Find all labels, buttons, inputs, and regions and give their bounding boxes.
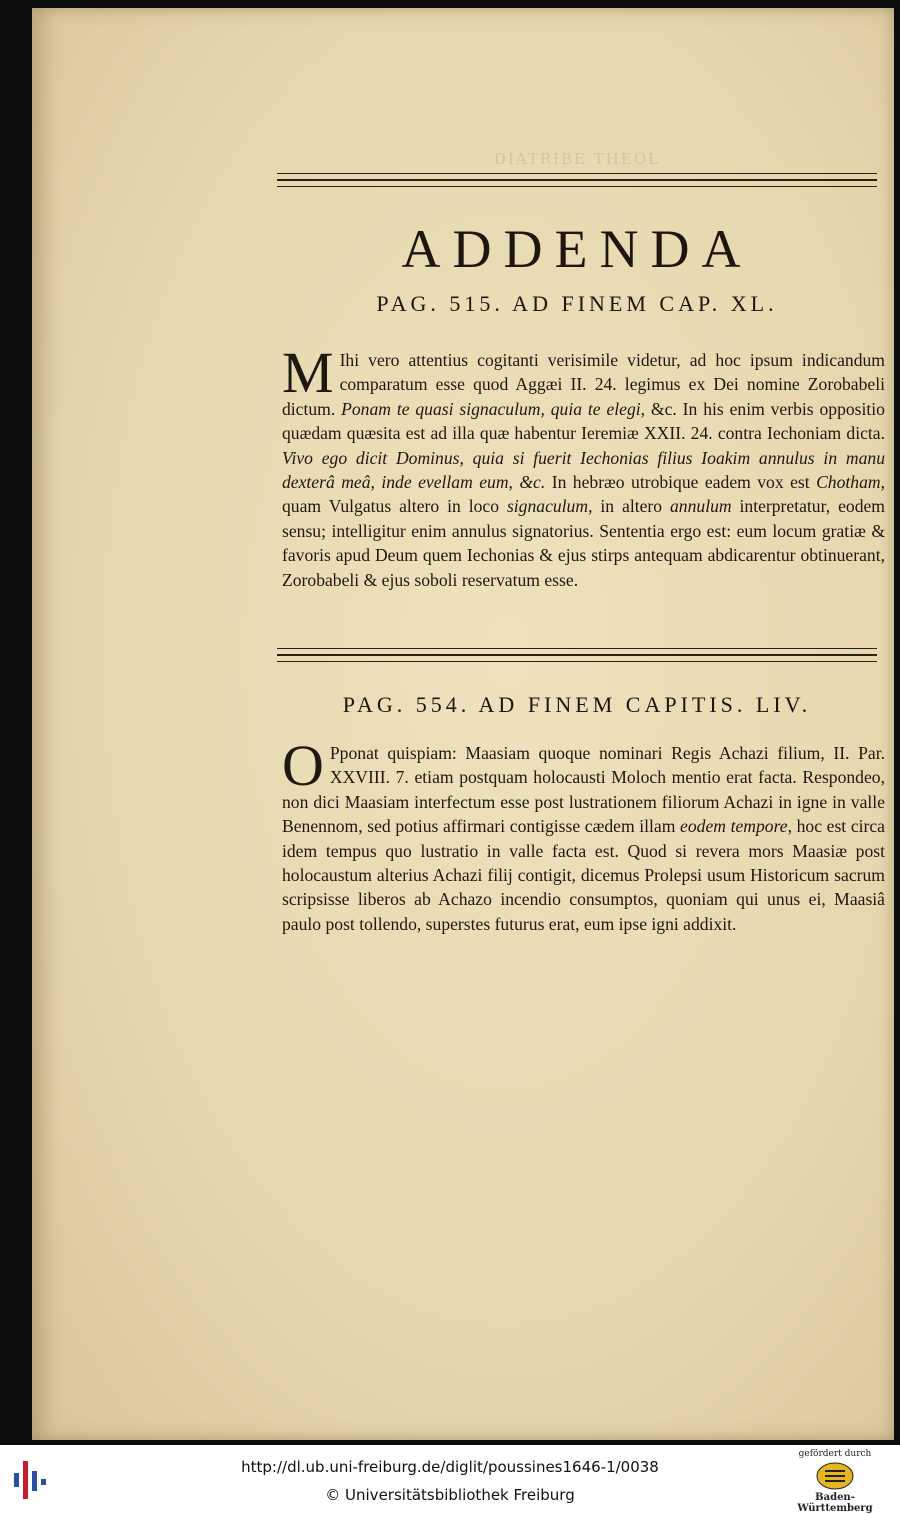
section2-run: , hoc est circa idem tempus quo lustratio in valle facta est. Quod si revera mors Maasiæ post holocaustum alterius Achazi filij contigit, dicemus Prolepsi usum Historicum sacrum scripsisse liberos ab Achazo incendio consumptos, quoniam qui unus ei, Maasiâ paulo post tollendo, superstes futurus erat, eum ipse igni addixit.	[282, 816, 885, 934]
section1-run: In hebræo utrobique eadem vox est	[545, 472, 817, 493]
copyright-notice: © Universitätsbibliothek Freiburg	[325, 1486, 575, 1504]
section1-run: Ihi vero attentius cogitanti verisimile videtur, ad hoc ipsum indicandum comparatum esse quod Aggæi II. 24. legimus ex Dei nomine Zorobabeli dictum.	[282, 350, 885, 419]
coat-of-arms-icon	[815, 1461, 855, 1491]
section1-heading: PAG. 515. AD FINEM CAP. XL.	[376, 291, 778, 316]
section2-paragraph	[282, 733, 885, 936]
sponsor-caption: gefördert durch	[798, 1449, 872, 1459]
section2-dropcap: O	[282, 733, 324, 798]
document-url[interactable]: http://dl.ub.uni-freiburg.de/diglit/poussines1646-1/0038	[241, 1458, 659, 1476]
page-title: ADDENDA	[401, 219, 753, 279]
sponsor-block	[780, 1449, 890, 1514]
top-rule	[277, 173, 877, 192]
section2-run: Pponat quispiam: Maasiam quoque nominari Regis Achazi filium, II. Par. XXVIII. 7. etiam postquam holocausti Moloch mentio erat facta. Respondeo, non dici Maasiam interfectum esse post lustrationem filiorum Achazi in igne in valle Benennom, sed potius affirmari contigisse cædem illam	[282, 743, 885, 837]
viewer-footer	[0, 1445, 900, 1514]
section1-run: , quam Vulgatus altero in loco	[282, 472, 885, 517]
bleed-through-text: DIATRIBE THEOL	[493, 150, 661, 168]
section2-run: eodem tempore	[680, 816, 788, 837]
middle-rule	[277, 648, 877, 667]
section1-run: Chotham	[816, 472, 881, 493]
section1-text	[282, 340, 885, 590]
section1-paragraph	[282, 340, 885, 592]
section1-run: , &c. In his enim verbis oppositio quædam quæsita est ad illa quæ habentur Ieremiæ XXII. 24. contra Iechoniam dicta.	[282, 398, 885, 444]
section1-run: , in altero	[588, 496, 670, 517]
section2-text	[282, 733, 885, 934]
section1-run: Vivo ego dicit Dominus, quia si fuerit Iechonias filius Ioakim annulus in manu dexterâ meâ, inde evellam eum, &c.	[282, 447, 885, 493]
section2-heading: PAG. 554. AD FINEM CAPITIS. LIV.	[342, 692, 812, 717]
book-page	[32, 8, 894, 1440]
section1-run: annulum	[670, 496, 732, 517]
section1-run: Ponam te quasi signaculum, quia te elegi	[341, 398, 641, 419]
sponsor-name: Baden-Württemberg	[797, 1492, 873, 1514]
section1-run: signaculum	[506, 496, 589, 517]
section1-dropcap: M	[282, 340, 334, 405]
section1-run: interpretatur, eodem sensu; intelligitur enim annulus signatorius. Sententia ergo est: eum locum gratiæ & favoris apud Deum quem Iechonias & ejus stirps antequam abdicarentur obtinuerant, Zorobabeli & ejus soboli reservatum esse.	[282, 496, 885, 590]
